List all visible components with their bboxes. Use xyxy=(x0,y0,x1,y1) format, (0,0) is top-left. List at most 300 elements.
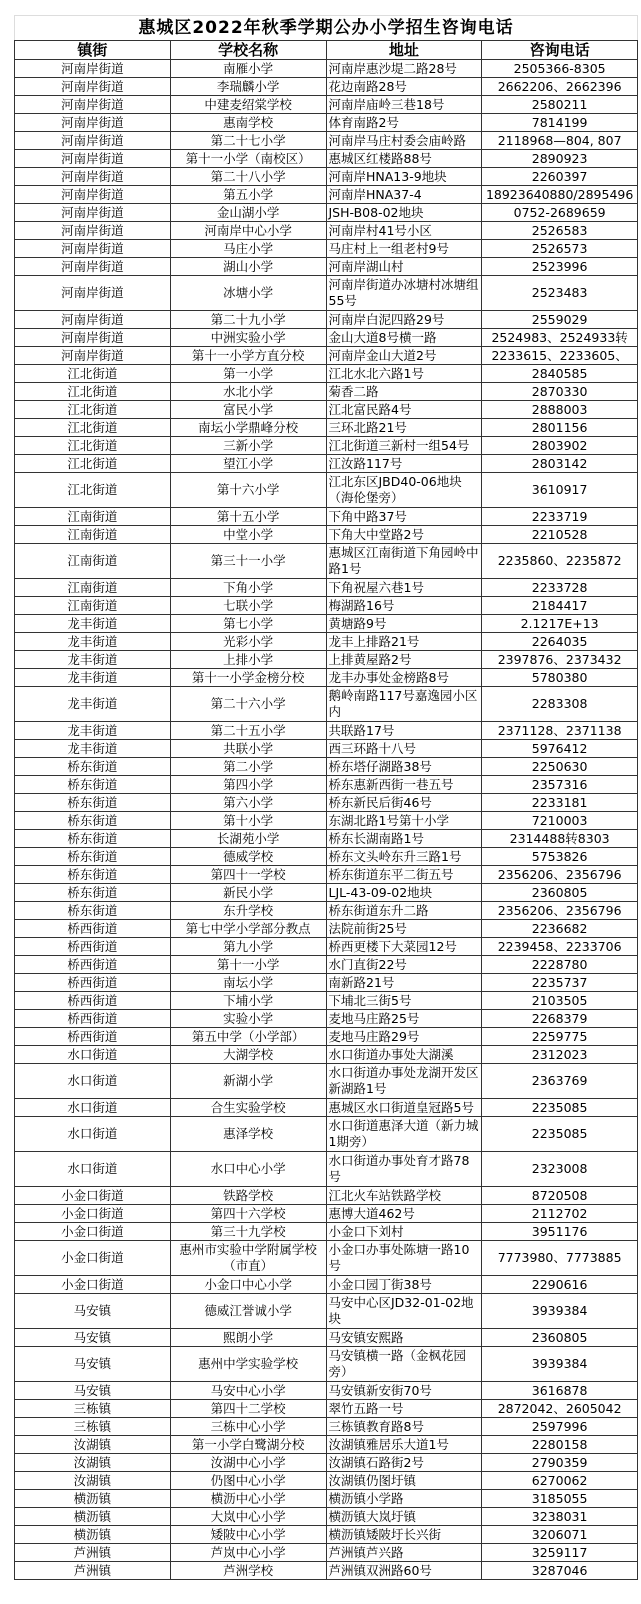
table-row xyxy=(15,419,638,437)
cell-phone: 2228780 xyxy=(482,956,638,974)
cell-school: 第七小学 xyxy=(170,615,326,633)
table-row xyxy=(15,150,638,168)
cell-address: 河南岸庙岭三巷18号 xyxy=(326,96,482,114)
cell-school: 大岚中心小学 xyxy=(170,1508,326,1526)
cell-town: 河南岸街道 xyxy=(15,222,171,240)
cell-address: 芦洲镇双洲路60号 xyxy=(326,1562,482,1580)
cell-address: 小金口园丁街38号 xyxy=(326,1276,482,1294)
cell-address: 河南岸惠沙堤二路28号 xyxy=(326,60,482,78)
table-row xyxy=(15,186,638,204)
cell-phone: 2233719 xyxy=(482,508,638,526)
header-phone: 咨询电话 xyxy=(482,41,638,60)
cell-phone: 2.1217E+13 xyxy=(482,615,638,633)
cell-address: 共联路17号 xyxy=(326,722,482,740)
table-row xyxy=(15,920,638,938)
cell-phone: 2235085 xyxy=(482,1117,638,1152)
cell-phone: 2268379 xyxy=(482,1010,638,1028)
title-row xyxy=(15,16,638,41)
cell-school: 第五中学（小学部） xyxy=(170,1028,326,1046)
cell-school: 第二十七小学 xyxy=(170,132,326,150)
table-row xyxy=(15,78,638,96)
cell-phone: 18923640880/2895496 xyxy=(482,186,638,204)
cell-phone: 2357316 xyxy=(482,776,638,794)
table-row xyxy=(15,1400,638,1418)
cell-phone: 2233615、2233605、 xyxy=(482,347,638,365)
table-row xyxy=(15,365,638,383)
cell-school: 水口中心小学 xyxy=(170,1152,326,1187)
table-row xyxy=(15,740,638,758)
cell-address: 东湖北路1号第十小学 xyxy=(326,812,482,830)
cell-phone: 2260397 xyxy=(482,168,638,186)
table-row xyxy=(15,114,638,132)
cell-school: 第二十九小学 xyxy=(170,311,326,329)
table-row xyxy=(15,579,638,597)
cell-phone: 2250630 xyxy=(482,758,638,776)
cell-town: 桥西街道 xyxy=(15,920,171,938)
cell-town: 河南岸街道 xyxy=(15,150,171,168)
cell-town: 桥东街道 xyxy=(15,830,171,848)
table-row xyxy=(15,258,638,276)
cell-town: 横沥镇 xyxy=(15,1526,171,1544)
cell-phone: 3238031 xyxy=(482,1508,638,1526)
cell-phone: 3939384 xyxy=(482,1294,638,1329)
cell-town: 桥西街道 xyxy=(15,938,171,956)
cell-school: 惠泽学校 xyxy=(170,1117,326,1152)
cell-town: 江北街道 xyxy=(15,437,171,455)
table-row xyxy=(15,633,638,651)
cell-school: 第二十五小学 xyxy=(170,722,326,740)
cell-town: 汝湖镇 xyxy=(15,1454,171,1472)
cell-school: 铁路学校 xyxy=(170,1187,326,1205)
table-row xyxy=(15,848,638,866)
cell-phone: 7210003 xyxy=(482,812,638,830)
table-row xyxy=(15,812,638,830)
cell-address: 桥东塔仔湖路38号 xyxy=(326,758,482,776)
table-row xyxy=(15,1152,638,1187)
cell-school: 德威学校 xyxy=(170,848,326,866)
cell-school: 第四十六学校 xyxy=(170,1205,326,1223)
cell-address: 下角大中堂路2号 xyxy=(326,526,482,544)
table-row xyxy=(15,902,638,920)
cell-town: 河南岸街道 xyxy=(15,329,171,347)
cell-town: 江北街道 xyxy=(15,455,171,473)
table-row xyxy=(15,60,638,78)
cell-address: 小金口办事处陈塘一路10号 xyxy=(326,1241,482,1276)
cell-address: 菊香二路 xyxy=(326,383,482,401)
cell-phone: 2118968—804, 807 xyxy=(482,132,638,150)
cell-school: 河南岸中心小学 xyxy=(170,222,326,240)
cell-town: 河南岸街道 xyxy=(15,240,171,258)
table-row xyxy=(15,240,638,258)
table-row xyxy=(15,455,638,473)
cell-phone: 2356206、2356796 xyxy=(482,866,638,884)
table-row xyxy=(15,776,638,794)
cell-town: 龙丰街道 xyxy=(15,722,171,740)
cell-town: 桥东街道 xyxy=(15,776,171,794)
cell-town: 桥东街道 xyxy=(15,794,171,812)
cell-address: 河南岸街道办冰塘村冰塘组55号 xyxy=(326,276,482,311)
cell-town: 桥东街道 xyxy=(15,902,171,920)
table-row xyxy=(15,401,638,419)
cell-town: 马安镇 xyxy=(15,1347,171,1382)
cell-school: 马庄小学 xyxy=(170,240,326,258)
cell-phone: 0752-2689659 xyxy=(482,204,638,222)
cell-address: LJL-43-09-02地块 xyxy=(326,884,482,902)
cell-school: 芦岚中心小学 xyxy=(170,1544,326,1562)
cell-school: 第一小学白鹭湖分校 xyxy=(170,1436,326,1454)
cell-town: 水口街道 xyxy=(15,1046,171,1064)
cell-phone: 2103505 xyxy=(482,992,638,1010)
cell-address: 龙丰上排路21号 xyxy=(326,633,482,651)
table-row xyxy=(15,651,638,669)
cell-town: 江北街道 xyxy=(15,365,171,383)
table-row xyxy=(15,1028,638,1046)
cell-town: 江北街道 xyxy=(15,401,171,419)
cell-address: 黄塘路9号 xyxy=(326,615,482,633)
cell-address: 江汝路117号 xyxy=(326,455,482,473)
cell-school: 横沥中心小学 xyxy=(170,1490,326,1508)
cell-address: 麦地马庄路25号 xyxy=(326,1010,482,1028)
cell-address: 体育南路2号 xyxy=(326,114,482,132)
cell-town: 龙丰街道 xyxy=(15,615,171,633)
cell-address: 惠博大道462号 xyxy=(326,1205,482,1223)
cell-phone: 2312023 xyxy=(482,1046,638,1064)
cell-school: 冰塘小学 xyxy=(170,276,326,311)
cell-school: 汝湖中心小学 xyxy=(170,1454,326,1472)
cell-school: 共联小学 xyxy=(170,740,326,758)
cell-address: 江北水北六路1号 xyxy=(326,365,482,383)
table-row xyxy=(15,96,638,114)
table-row xyxy=(15,1472,638,1490)
table-row xyxy=(15,1276,638,1294)
cell-address: 江北火车站铁路学校 xyxy=(326,1187,482,1205)
cell-phone: 2526573 xyxy=(482,240,638,258)
cell-phone: 2526583 xyxy=(482,222,638,240)
cell-school: 第二小学 xyxy=(170,758,326,776)
cell-school: 第三十九学校 xyxy=(170,1223,326,1241)
table-row xyxy=(15,1382,638,1400)
cell-phone: 2235737 xyxy=(482,974,638,992)
cell-school: 富民小学 xyxy=(170,401,326,419)
cell-phone: 2840585 xyxy=(482,365,638,383)
cell-address: 汝湖镇雅居乐大道1号 xyxy=(326,1436,482,1454)
cell-school: 东升学校 xyxy=(170,902,326,920)
cell-town: 江南街道 xyxy=(15,508,171,526)
table-row xyxy=(15,1329,638,1347)
table-row xyxy=(15,1064,638,1099)
table-row xyxy=(15,437,638,455)
table-row xyxy=(15,1223,638,1241)
cell-school: 合生实验学校 xyxy=(170,1099,326,1117)
cell-phone: 8720508 xyxy=(482,1187,638,1205)
table-row xyxy=(15,1117,638,1152)
table-row xyxy=(15,1099,638,1117)
cell-school: 李瑞麟小学 xyxy=(170,78,326,96)
cell-school: 第一小学 xyxy=(170,365,326,383)
cell-school: 下埔小学 xyxy=(170,992,326,1010)
cell-phone: 2397876、2373432 xyxy=(482,651,638,669)
cell-school: 大湖学校 xyxy=(170,1046,326,1064)
cell-phone: 2371128、2371138 xyxy=(482,722,638,740)
cell-phone: 5753826 xyxy=(482,848,638,866)
cell-phone: 2360805 xyxy=(482,1329,638,1347)
table-row xyxy=(15,1436,638,1454)
cell-town: 小金口街道 xyxy=(15,1276,171,1294)
cell-town: 横沥镇 xyxy=(15,1508,171,1526)
table-row xyxy=(15,1347,638,1382)
table-row xyxy=(15,1294,638,1329)
cell-address: 马安中心区JD32-01-02地块 xyxy=(326,1294,482,1329)
cell-address: 惠城区水口街道皇冠路5号 xyxy=(326,1099,482,1117)
cell-address: 惠城区红楼路88号 xyxy=(326,150,482,168)
cell-town: 江北街道 xyxy=(15,473,171,508)
cell-town: 马安镇 xyxy=(15,1382,171,1400)
cell-phone: 2363769 xyxy=(482,1064,638,1099)
cell-address: 桥东街道东平二街五号 xyxy=(326,866,482,884)
table-body xyxy=(15,60,638,1580)
cell-school: 第七中学小学部分教点 xyxy=(170,920,326,938)
table-row xyxy=(15,204,638,222)
cell-school: 上排小学 xyxy=(170,651,326,669)
cell-address: 江北街道三新村一组54号 xyxy=(326,437,482,455)
cell-phone: 2264035 xyxy=(482,633,638,651)
cell-phone: 2790359 xyxy=(482,1454,638,1472)
cell-phone: 5976412 xyxy=(482,740,638,758)
cell-town: 马安镇 xyxy=(15,1294,171,1329)
cell-town: 河南岸街道 xyxy=(15,186,171,204)
cell-school: 熙朗小学 xyxy=(170,1329,326,1347)
cell-town: 水口街道 xyxy=(15,1064,171,1099)
cell-town: 河南岸街道 xyxy=(15,96,171,114)
cell-address: 桥东长湖南路1号 xyxy=(326,830,482,848)
cell-phone: 2235085 xyxy=(482,1099,638,1117)
cell-phone: 2870330 xyxy=(482,383,638,401)
cell-town: 水口街道 xyxy=(15,1152,171,1187)
cell-town: 小金口街道 xyxy=(15,1223,171,1241)
cell-address: 翠竹五路一号 xyxy=(326,1400,482,1418)
cell-school: 光彩小学 xyxy=(170,633,326,651)
cell-phone: 2524983、2524933转 xyxy=(482,329,638,347)
cell-school: 南雁小学 xyxy=(170,60,326,78)
cell-town: 桥东街道 xyxy=(15,866,171,884)
cell-town: 小金口街道 xyxy=(15,1187,171,1205)
cell-town: 桥西街道 xyxy=(15,1010,171,1028)
table-row xyxy=(15,1490,638,1508)
cell-town: 河南岸街道 xyxy=(15,78,171,96)
table-row xyxy=(15,1010,638,1028)
cell-town: 桥东街道 xyxy=(15,848,171,866)
cell-phone: 2523483 xyxy=(482,276,638,311)
cell-town: 汝湖镇 xyxy=(15,1436,171,1454)
cell-town: 水口街道 xyxy=(15,1099,171,1117)
cell-phone: 3610917 xyxy=(482,473,638,508)
cell-school: 第九小学 xyxy=(170,938,326,956)
cell-phone: 7773980、7773885 xyxy=(482,1241,638,1276)
cell-school: 第十五小学 xyxy=(170,508,326,526)
cell-school: 水北小学 xyxy=(170,383,326,401)
cell-town: 三栋镇 xyxy=(15,1418,171,1436)
cell-school: 第二十八小学 xyxy=(170,168,326,186)
cell-address: 下角祝屋六巷1号 xyxy=(326,579,482,597)
cell-address: 横沥镇大岚圩镇 xyxy=(326,1508,482,1526)
cell-phone: 2233181 xyxy=(482,794,638,812)
cell-town: 桥东街道 xyxy=(15,884,171,902)
cell-address: 芦洲镇芦兴路 xyxy=(326,1544,482,1562)
cell-phone: 2356206、2356796 xyxy=(482,902,638,920)
cell-phone: 3185055 xyxy=(482,1490,638,1508)
cell-address: 金山大道8号横一路 xyxy=(326,329,482,347)
cell-town: 马安镇 xyxy=(15,1329,171,1347)
cell-town: 河南岸街道 xyxy=(15,114,171,132)
cell-address: 下角中路37号 xyxy=(326,508,482,526)
cell-address: 河南岸村41号小区 xyxy=(326,222,482,240)
cell-school: 第四十一学校 xyxy=(170,866,326,884)
table-row xyxy=(15,687,638,722)
cell-town: 桥西街道 xyxy=(15,1028,171,1046)
cell-phone: 2184417 xyxy=(482,597,638,615)
cell-town: 龙丰街道 xyxy=(15,669,171,687)
cell-school: 下角小学 xyxy=(170,579,326,597)
cell-school: 湖山小学 xyxy=(170,258,326,276)
cell-town: 水口街道 xyxy=(15,1117,171,1152)
cell-phone: 3206071 xyxy=(482,1526,638,1544)
cell-address: 西三环路十八号 xyxy=(326,740,482,758)
cell-school: 惠南学校 xyxy=(170,114,326,132)
cell-phone: 2888003 xyxy=(482,401,638,419)
cell-phone: 2210528 xyxy=(482,526,638,544)
cell-town: 河南岸街道 xyxy=(15,132,171,150)
cell-school: 长湖苑小学 xyxy=(170,830,326,848)
cell-school: 第二十六小学 xyxy=(170,687,326,722)
cell-phone: 2803902 xyxy=(482,437,638,455)
cell-phone: 2803142 xyxy=(482,455,638,473)
cell-school: 中洲实验小学 xyxy=(170,329,326,347)
cell-address: 小金口下刘村 xyxy=(326,1223,482,1241)
table-row xyxy=(15,168,638,186)
cell-phone: 2890923 xyxy=(482,150,638,168)
cell-school: 惠州中学实验学校 xyxy=(170,1347,326,1382)
cell-town: 三栋镇 xyxy=(15,1400,171,1418)
table-row xyxy=(15,1508,638,1526)
table-row xyxy=(15,329,638,347)
cell-address: 水口街道惠泽大道（新力城1期旁） xyxy=(326,1117,482,1152)
cell-phone: 2323008 xyxy=(482,1152,638,1187)
cell-town: 桥东街道 xyxy=(15,758,171,776)
header-school: 学校名称 xyxy=(170,41,326,60)
cell-town: 河南岸街道 xyxy=(15,258,171,276)
table-row xyxy=(15,1544,638,1562)
cell-school: 惠州市实验中学附属学校（市直） xyxy=(170,1241,326,1276)
cell-address: 马安镇横一路（金枫花园旁） xyxy=(326,1347,482,1382)
cell-address: 三栋镇教育路8号 xyxy=(326,1418,482,1436)
table-row xyxy=(15,938,638,956)
cell-phone: 3939384 xyxy=(482,1347,638,1382)
table-row xyxy=(15,758,638,776)
cell-school: 南坛小学鼎峰分校 xyxy=(170,419,326,437)
cell-town: 芦洲镇 xyxy=(15,1544,171,1562)
cell-address: JSH-B08-02地块 xyxy=(326,204,482,222)
cell-town: 江南街道 xyxy=(15,544,171,579)
cell-address: 惠城区江南街道下角园岭中路1号 xyxy=(326,544,482,579)
cell-school: 实验小学 xyxy=(170,1010,326,1028)
cell-address: 鹅岭南路117号嘉逸园小区内 xyxy=(326,687,482,722)
cell-school: 第三十一小学 xyxy=(170,544,326,579)
table-row xyxy=(15,544,638,579)
table-row xyxy=(15,669,638,687)
cell-phone: 2280158 xyxy=(482,1436,638,1454)
cell-address: 河南岸HNA37-4 xyxy=(326,186,482,204)
cell-school: 望江小学 xyxy=(170,455,326,473)
cell-town: 河南岸街道 xyxy=(15,168,171,186)
cell-town: 龙丰街道 xyxy=(15,633,171,651)
table-row xyxy=(15,526,638,544)
cell-phone: 2872042、2605042 xyxy=(482,1400,638,1418)
cell-address: 下埔北三街5号 xyxy=(326,992,482,1010)
cell-address: 龙丰办事处金榜路8号 xyxy=(326,669,482,687)
cell-phone: 2597996 xyxy=(482,1418,638,1436)
table-row xyxy=(15,508,638,526)
header-address: 地址 xyxy=(326,41,482,60)
header-row xyxy=(15,41,638,60)
cell-school: 第十一小学 xyxy=(170,956,326,974)
cell-phone: 2360805 xyxy=(482,884,638,902)
table-row xyxy=(15,956,638,974)
table-row xyxy=(15,1454,638,1472)
table-row xyxy=(15,974,638,992)
table-row xyxy=(15,1562,638,1580)
table-row xyxy=(15,132,638,150)
cell-school: 第十六小学 xyxy=(170,473,326,508)
cell-phone: 2239458、2233706 xyxy=(482,938,638,956)
cell-address: 上排黄屋路2号 xyxy=(326,651,482,669)
cell-phone: 2233728 xyxy=(482,579,638,597)
cell-address: 横沥镇矮陂圩长兴街 xyxy=(326,1526,482,1544)
table-row xyxy=(15,615,638,633)
cell-phone: 3287046 xyxy=(482,1562,638,1580)
cell-address: 河南岸白泥四路29号 xyxy=(326,311,482,329)
cell-town: 江南街道 xyxy=(15,579,171,597)
cell-address: 马庄村上一组老村9号 xyxy=(326,240,482,258)
cell-town: 龙丰街道 xyxy=(15,651,171,669)
cell-address: 江北富民路4号 xyxy=(326,401,482,419)
cell-address: 桥东惠新西街一巷五号 xyxy=(326,776,482,794)
cell-address: 河南岸HNA13-9地块 xyxy=(326,168,482,186)
cell-school: 三新小学 xyxy=(170,437,326,455)
cell-town: 江南街道 xyxy=(15,526,171,544)
cell-school: 第六小学 xyxy=(170,794,326,812)
cell-school: 七联小学 xyxy=(170,597,326,615)
cell-town: 汝湖镇 xyxy=(15,1472,171,1490)
cell-address: 河南岸湖山村 xyxy=(326,258,482,276)
cell-school: 仍图中心小学 xyxy=(170,1472,326,1490)
cell-address: 桥东街道东升二路 xyxy=(326,902,482,920)
cell-phone: 3616878 xyxy=(482,1382,638,1400)
table-row xyxy=(15,222,638,240)
cell-address: 横沥镇小学路 xyxy=(326,1490,482,1508)
cell-school: 新湖小学 xyxy=(170,1064,326,1099)
cell-town: 小金口街道 xyxy=(15,1205,171,1223)
cell-address: 江北东区JBD40-06地块（海伦堡旁） xyxy=(326,473,482,508)
table-row xyxy=(15,276,638,311)
cell-phone: 3951176 xyxy=(482,1223,638,1241)
cell-phone: 7814199 xyxy=(482,114,638,132)
table-title: 惠城区2022年秋季学期公办小学招生咨询电话 xyxy=(15,16,638,41)
cell-school: 芦洲学校 xyxy=(170,1562,326,1580)
cell-town: 江北街道 xyxy=(15,383,171,401)
table-row xyxy=(15,1187,638,1205)
cell-phone: 2236682 xyxy=(482,920,638,938)
cell-town: 小金口街道 xyxy=(15,1241,171,1276)
